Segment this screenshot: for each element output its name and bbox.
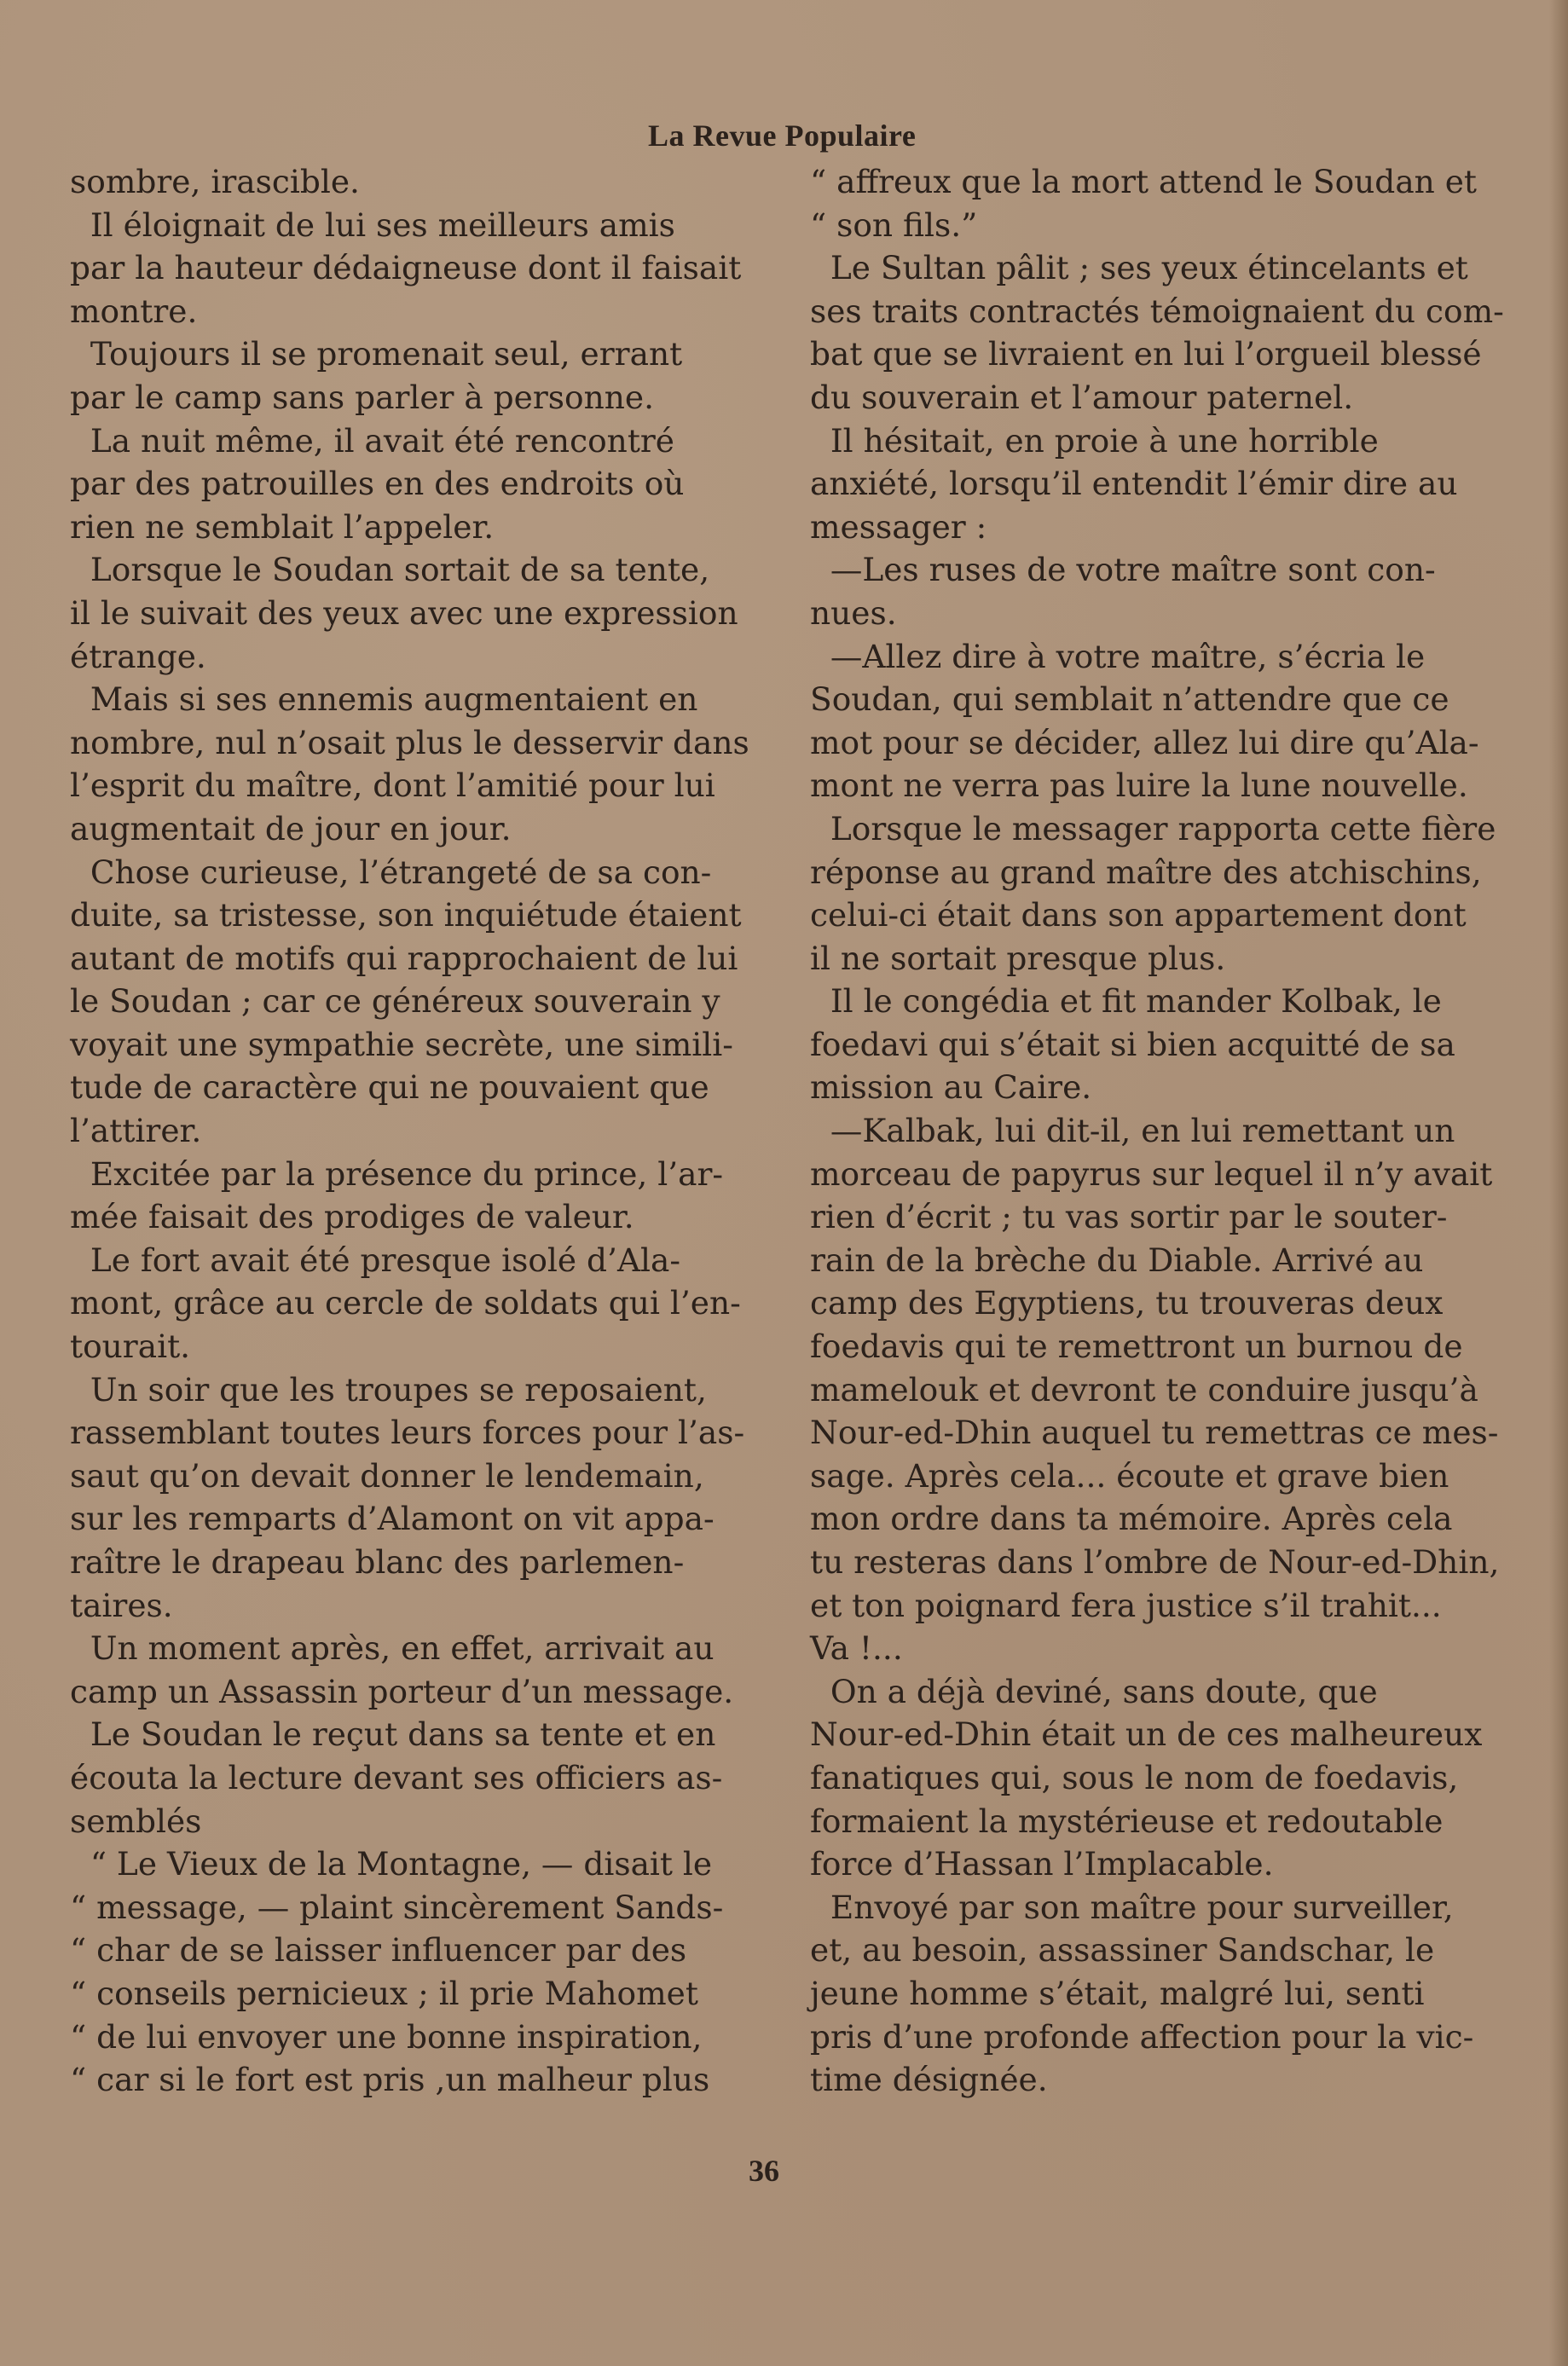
text-line: par la hauteur dédaigneuse dont il faisait bbox=[70, 249, 742, 287]
text-line: celui-ci était dans son appartement dont bbox=[810, 896, 1467, 934]
text-line: “ car si le fort est pris ,un malheur plus bbox=[70, 2061, 710, 2099]
text-line: “ de lui envoyer une bonne inspiration, bbox=[70, 2017, 703, 2056]
text-line: l’esprit du maître, dont l’amitié pour lui bbox=[70, 766, 715, 805]
text-line: mon ordre dans ta mémoire. Après cela bbox=[810, 1500, 1453, 1538]
text-line: —Kalbak, lui dit-il, en lui remettant un bbox=[810, 1112, 1455, 1150]
text-line: anxiété, lorsqu’il entendit l’émir dire au bbox=[810, 465, 1458, 503]
text-line: le Soudan ; car ce généreux souverain y bbox=[70, 982, 720, 1021]
text-line: voyait une sympathie secrète, une simili- bbox=[70, 1025, 733, 1063]
text-line: autant de motifs qui rapprochaient de lui bbox=[70, 939, 738, 977]
text-line: “ affreux que la mort attend le Soudan et bbox=[810, 163, 1478, 200]
text-line: il le suivait des yeux avec une expression bbox=[70, 593, 738, 632]
text-line: étrange. bbox=[70, 637, 206, 675]
text-line: il ne sortait presque plus. bbox=[810, 939, 1226, 977]
text-line: et, au besoin, assassiner Sandschar, le bbox=[810, 1931, 1435, 1970]
text-line: mont ne verra pas luire la lune nouvelle. bbox=[810, 766, 1468, 805]
text-line: mée faisait des prodiges de valeur. bbox=[70, 1198, 634, 1236]
text-line: —Les ruses de votre maître sont con- bbox=[810, 551, 1436, 589]
text-line: sage. Après cela... écoute et grave bien bbox=[810, 1456, 1449, 1495]
text-line: fanatiques qui, sous le nom de foedavis, bbox=[810, 1758, 1459, 1796]
text-line: l’attirer. bbox=[70, 1112, 202, 1150]
text-line: rien ne semblait l’appeler. bbox=[70, 507, 495, 546]
text-line: Nour-ed-Dhin auquel tu remettras ce mes- bbox=[810, 1414, 1499, 1452]
text-line: foedavi qui s’était si bien acquitté de sa bbox=[810, 1025, 1455, 1063]
text-line: bat que se livraient en lui l’orgueil blessé bbox=[810, 335, 1482, 373]
text-line: saut qu’on devait donner le lendemain, bbox=[70, 1456, 704, 1495]
text-line: tu resteras dans l’ombre de Nour-ed-Dhin, bbox=[810, 1543, 1500, 1581]
text-line: Un moment après, en effet, arrivait au bbox=[70, 1629, 715, 1668]
text-line: Mais si ses ennemis augmentaient en bbox=[70, 680, 698, 719]
text-line: raître le drapeau blanc des parlemen- bbox=[70, 1543, 685, 1581]
text-line: camp des Egyptiens, tu trouveras deux bbox=[810, 1284, 1444, 1322]
text-line: taires. bbox=[70, 1586, 173, 1624]
text-line: et ton poignard fera justice s’il trahit... bbox=[810, 1586, 1442, 1624]
text-line: mont, grâce au cercle de soldats qui l’en- bbox=[70, 1284, 741, 1322]
text-line: par des patrouilles en des endroits où bbox=[70, 465, 685, 503]
text-line: camp un Assassin porteur d’un message. bbox=[70, 1672, 734, 1710]
running-title: La Revue Populaire bbox=[648, 119, 917, 153]
text-line: duite, sa tristesse, son inquiétude étaient bbox=[70, 896, 742, 934]
text-line: Il hésitait, en proie à une horrible bbox=[810, 421, 1379, 460]
text-line: “ message, — plaint sincèrement Sands- bbox=[70, 1888, 724, 1926]
text-line: nombre, nul n’osait plus le desservir dans bbox=[70, 723, 749, 761]
text-line: mot pour se décider, allez lui dire qu’Ala- bbox=[810, 723, 1479, 761]
text-line: Excitée par la présence du prince, l’ar- bbox=[70, 1154, 724, 1193]
text-line: Le Soudan le reçut dans sa tente et en bbox=[70, 1715, 716, 1754]
text-line: Il le congédia et fit mander Kolbak, le bbox=[810, 982, 1442, 1021]
right-column bbox=[810, 160, 1522, 2102]
text-line: rain de la brèche du Diable. Arrivé au bbox=[810, 1241, 1424, 1279]
text-line: pris d’une profonde affection pour la vic- bbox=[810, 2017, 1474, 2056]
text-line: rien d’écrit ; tu vas sortir par le souter- bbox=[810, 1198, 1448, 1236]
text-line: écouta la lecture devant ses officiers as- bbox=[70, 1758, 723, 1796]
page-number: 36 bbox=[749, 2154, 779, 2188]
text-line: “ son fils.” bbox=[810, 205, 978, 244]
text-line: semblés bbox=[70, 1802, 202, 1840]
text-line: “ conseils pernicieux ; il prie Mahomet bbox=[70, 1974, 698, 2012]
text-line: Soudan, qui semblait n’attendre que ce bbox=[810, 680, 1449, 719]
text-line: Envoyé par son maître pour surveiller, bbox=[810, 1888, 1454, 1926]
text-line: ses traits contractés témoignaient du com- bbox=[810, 292, 1504, 330]
text-line: Va !... bbox=[810, 1629, 903, 1668]
text-line: rassemblant toutes leurs forces pour l’as- bbox=[70, 1414, 745, 1452]
left-column bbox=[70, 160, 778, 2102]
text-line: morceau de papyrus sur lequel il n’y avait bbox=[810, 1154, 1493, 1193]
text-line: Le Sultan pâlit ; ses yeux étincelants et bbox=[810, 249, 1468, 287]
text-line: mamelouk et devront te conduire jusqu’à bbox=[810, 1370, 1478, 1409]
text-line: “ Le Vieux de la Montagne, — disait le bbox=[70, 1845, 713, 1883]
text-line: force d’Hassan l’Implacable. bbox=[810, 1845, 1274, 1883]
text-line: foedavis qui te remettront un burnou de bbox=[810, 1328, 1463, 1366]
text-line: sombre, irascible. bbox=[70, 163, 360, 200]
text-line: Le fort avait été presque isolé d’Ala- bbox=[70, 1241, 681, 1279]
text-line: augmentait de jour en jour. bbox=[70, 809, 512, 847]
text-line: time désignée. bbox=[810, 2061, 1048, 2099]
text-line: On a déjà deviné, sans doute, que bbox=[810, 1672, 1378, 1710]
page-edge-shadow bbox=[1549, 0, 1568, 2366]
text-line: Chose curieuse, l’étrangeté de sa con- bbox=[70, 853, 712, 891]
text-line: Il éloignait de lui ses meilleurs amis bbox=[70, 205, 675, 244]
text-line: réponse au grand maître des atchischins, bbox=[810, 853, 1482, 891]
text-line: La nuit même, il avait été rencontré bbox=[70, 421, 675, 460]
text-line: nues. bbox=[810, 593, 897, 632]
text-line: tude de caractère qui ne pouvaient que bbox=[70, 1068, 709, 1107]
text-line: Toujours il se promenait seul, errant bbox=[70, 335, 683, 373]
text-line: Un soir que les troupes se reposaient, bbox=[70, 1370, 707, 1409]
text-line: Nour-ed-Dhin était un de ces malheureux bbox=[810, 1715, 1483, 1754]
text-line: du souverain et l’amour paternel. bbox=[810, 378, 1354, 416]
text-line: messager : bbox=[810, 507, 987, 546]
text-line: formaient la mystérieuse et redoutable bbox=[810, 1802, 1444, 1840]
text-line: Lorsque le messager rapporta cette fière bbox=[810, 809, 1496, 847]
text-line: sur les remparts d’Alamont on vit appa- bbox=[70, 1500, 715, 1538]
text-line: mission au Caire. bbox=[810, 1068, 1092, 1107]
text-line: par le camp sans parler à personne. bbox=[70, 378, 655, 416]
text-line: tourait. bbox=[70, 1328, 191, 1366]
text-line: “ char de se laisser influencer par des bbox=[70, 1931, 687, 1970]
text-line: —Allez dire à votre maître, s’écria le bbox=[810, 637, 1426, 675]
text-line: montre. bbox=[70, 292, 198, 330]
text-line: Lorsque le Soudan sortait de sa tente, bbox=[70, 551, 710, 589]
text-line: jeune homme s’était, malgré lui, senti bbox=[810, 1974, 1425, 2012]
